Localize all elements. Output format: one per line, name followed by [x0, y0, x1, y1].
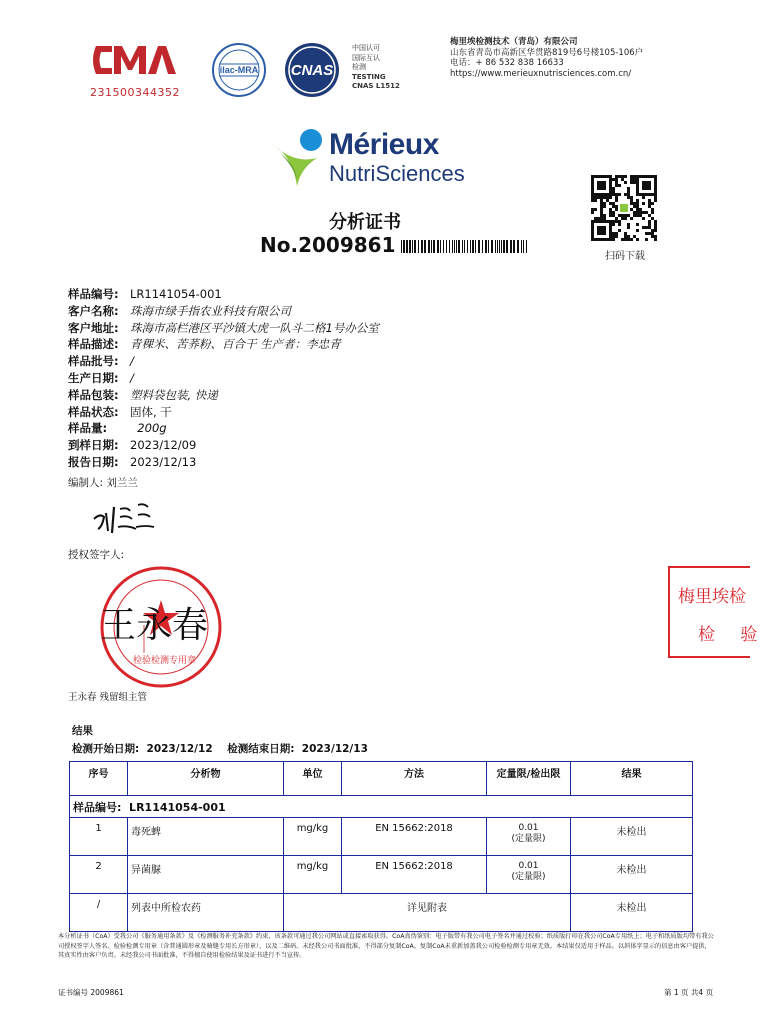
info-row-batch-no [68, 353, 379, 370]
group-row [70, 796, 693, 818]
company-phone: 电话：+ 86 532 838 16633 [450, 58, 564, 68]
stamp-signature-text: 王永春 [100, 605, 209, 646]
info-key: 样品批号: [68, 354, 119, 369]
info-value: 塑料袋包装, 快递 [130, 387, 218, 402]
info-row-packaging [68, 387, 379, 404]
info-row-arrival-date [68, 437, 379, 454]
info-key: 样品编号: [68, 287, 119, 301]
cnas-desc-line: TESTING [352, 72, 386, 81]
cell-unit: mg/kg [284, 856, 342, 894]
cell-unit: mg/kg [284, 818, 342, 856]
cma-number: 231500344352 [90, 86, 180, 99]
info-value: LR1141054-001 [130, 287, 222, 301]
cnas-logo [279, 42, 345, 102]
cell-method: 详见附表 [284, 894, 571, 932]
cnas-desc-line: 国际互认 [352, 53, 380, 62]
info-row-report-date [68, 454, 379, 471]
authorized-signatory-label: 授权签字人: [68, 549, 125, 561]
cma-logo [90, 40, 180, 99]
table-row [70, 818, 693, 856]
info-key: 客户地址: [68, 320, 119, 335]
qr-download-label: 扫码下载 [605, 251, 645, 262]
col-header: 结果 [571, 762, 693, 796]
cell-limit [487, 856, 571, 894]
info-key: 生产日期: [68, 370, 119, 385]
info-row-state [68, 404, 379, 421]
results-table [69, 761, 693, 932]
col-header: 分析物 [128, 762, 284, 796]
info-row-production-date [68, 370, 379, 387]
company-address: 山东省青岛市高新区华贯路819号6号楼105-106户 [450, 47, 644, 58]
info-key: 报告日期: [68, 454, 119, 469]
cell-no: 1 [70, 818, 128, 856]
info-value: 珠海市绿手指农业科技有限公司 [130, 303, 291, 318]
info-key: 样品状态: [68, 404, 119, 419]
info-key: 样品包装: [68, 387, 119, 402]
seam-stamp-line-1: 梅里埃检 [678, 587, 746, 607]
cell-method: EN 15662:2018 [342, 856, 487, 894]
company-url[interactable]: https://www.merieuxnutrisciences.com.cn/ [450, 68, 632, 79]
merieux-logo [273, 128, 465, 194]
cell-method: EN 15662:2018 [342, 818, 487, 856]
info-row-sample-no [68, 286, 379, 303]
barcode-icon [401, 240, 529, 253]
svg-text:ilac-MRA: ilac-MRA [219, 65, 259, 75]
info-key: 到样日期: [68, 438, 119, 453]
limit-value: 0.01 [518, 861, 539, 871]
cell-result: 未检出 [571, 894, 693, 932]
cnas-desc-line: 检测 [352, 63, 366, 71]
cell-no: / [70, 894, 128, 932]
limit-note: (定量限) [511, 834, 546, 844]
limit-note: (定量限) [511, 872, 546, 882]
seam-stamp-line-2: 检 验 [698, 625, 767, 645]
compiler-signature-icon [90, 493, 160, 537]
table-row [70, 894, 693, 932]
results-heading: 结果 [72, 725, 93, 737]
seam-stamp [668, 566, 767, 658]
cnas-desc-line: CNAS L1512 [352, 82, 400, 90]
compiler-label: 编制人: 刘兰兰 [68, 477, 138, 489]
cma-mark-icon [90, 40, 176, 80]
info-row-client-name [68, 303, 379, 320]
cnas-description [352, 44, 400, 92]
info-value: / [130, 354, 134, 369]
cell-limit [487, 818, 571, 856]
terms-footnote: 本分析证书（CoA）受我公司《服务通用条款》及《检测服务补充条款》约束，该条款可通过我公司网站或直接索取获得。CoA真伪鉴别：电子版带有我公司电子签名并通过校验；纸质版打印在我公司CoA专用纸上；电子和纸质版均带有我公司授权签字人签名、检验检测专用章（含普通圆形章及骑缝专用长方形章），以及二维码。未经我公司书面批准，不得部分复制CoA。复制CoA未重新加盖我公司检验检测专用章无效。本结果仅适用于样品。以斜体字显示的信息由客户提供，其真实性由客户负责。未经我公司书面批准，不得擅自使用检验结果及证书进行不当宣传。 [58, 933, 714, 959]
info-value: 200g [130, 421, 167, 436]
company-name: 梅里埃检测技术（青岛）有限公司 [450, 37, 578, 47]
brand-line-1: Mérieux [329, 128, 439, 161]
table-row [70, 856, 693, 894]
cell-result: 未检出 [571, 856, 693, 894]
info-row-quantity [68, 420, 379, 437]
info-key: 样品描述: [68, 337, 119, 352]
col-header: 序号 [70, 762, 128, 796]
info-value: 青稞米、苦荞粉、百合干 生产者：李忠青 [130, 337, 341, 352]
brand-line-2: NutriSciences [329, 161, 465, 186]
ilac-globe-icon [208, 42, 270, 98]
cnas-mark-icon [279, 42, 345, 98]
limit-value: 0.01 [518, 823, 539, 833]
cell-result: 未检出 [571, 818, 693, 856]
page-indicator: 第 1 页 共4 页 [664, 988, 714, 997]
info-key: 样品量: [68, 421, 108, 436]
official-stamp [84, 563, 239, 697]
signer-name: 王永春 残留组主管 [68, 692, 148, 703]
col-header: 单位 [284, 762, 342, 796]
cell-analyte: 毒死蜱 [128, 818, 284, 856]
info-key: 客户名称: [68, 303, 119, 318]
info-value: / [130, 370, 134, 385]
col-header: 方法 [342, 762, 487, 796]
stamp-sub-text: 检验检测专用章 [133, 656, 197, 666]
info-row-description [68, 336, 379, 353]
ilac-mra-logo [208, 42, 270, 102]
footer-cert-number: 证书编号 2009861 [58, 988, 124, 997]
info-value: 珠海市高栏港区平沙镇大虎一队斗二格1号办公室 [130, 320, 379, 335]
col-header: 定量限/检出限 [487, 762, 571, 796]
test-dates: 检测开始日期: 2023/12/12 检测结束日期: 2023/12/13 [72, 743, 368, 755]
certificate-number: No.2009861 [260, 233, 396, 257]
sample-info [68, 286, 379, 471]
cell-analyte: 列表中所检农药 [128, 894, 284, 932]
cnas-desc-line: 中国认可 [352, 44, 380, 52]
cell-analyte: 异菌脲 [128, 856, 284, 894]
svg-text:CNAS: CNAS [290, 62, 334, 79]
company-contact [450, 37, 643, 79]
info-value: 2023/12/13 [130, 454, 197, 469]
document-title: 分析证书 [329, 212, 401, 233]
info-value: 2023/12/09 [130, 438, 197, 453]
info-row-client-address [68, 320, 379, 337]
table-header-row [70, 762, 693, 796]
info-value: 固体, 干 [130, 404, 172, 419]
cell-no: 2 [70, 856, 128, 894]
group-label: 样品编号: LR1141054-001 [70, 796, 693, 818]
leaf-logo-icon [273, 128, 331, 190]
